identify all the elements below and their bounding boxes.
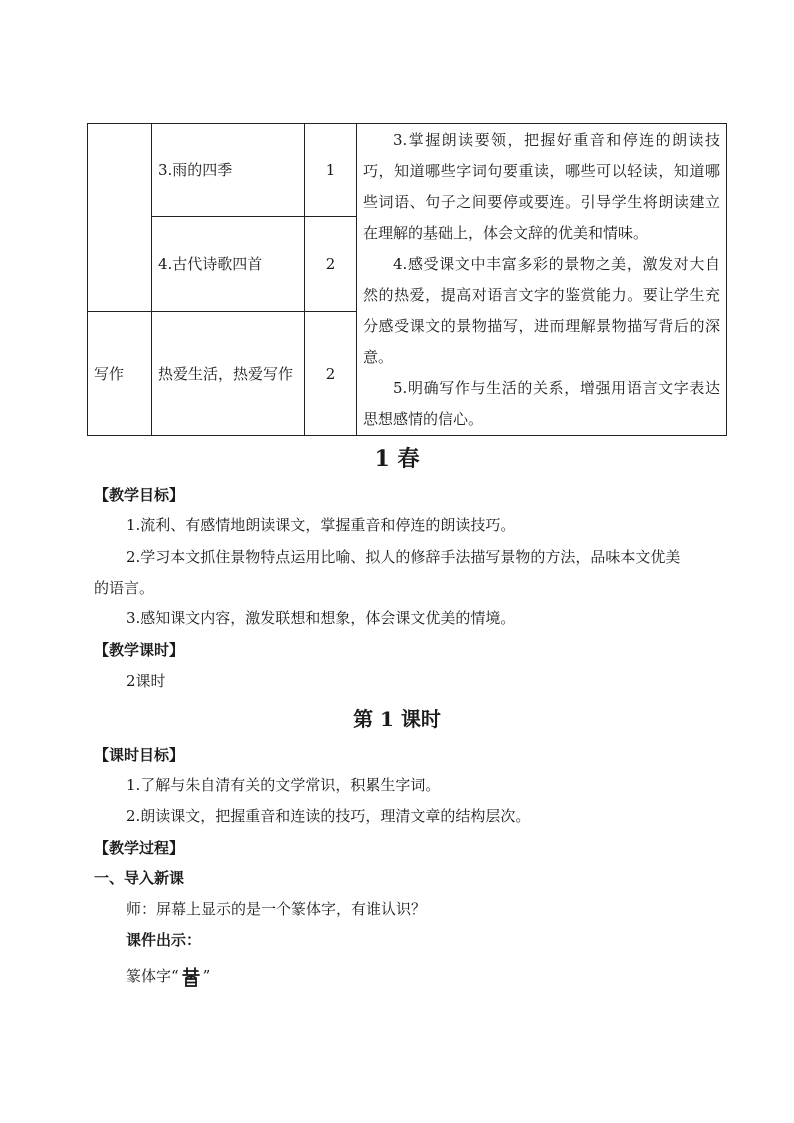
courseware-label: 课件出示： [126,931,202,949]
objective-4: 4.感受课文中丰富多彩的景物之美，激发对大自然的热爱，提高对语言文字的鉴赏能力。要让学生充分感受课文的景物描写，进而理解景物描写背后的深意。 [363,254,720,366]
objective-3: 3.掌握朗读要领，把握好重音和停连的朗读技巧，知道哪些字词句要重读，哪些可以轻读，知道哪些词语、句子之间要停或要连。引导学生将朗读建立在理解的基础上，体会文辞的优美和情味。 [363,130,720,242]
category-cell: 写作 [88,312,152,436]
category-cell-empty [88,124,152,312]
lesson-title-cell: 3.雨的四季 [152,124,305,217]
teaching-goal-1: 1.流利、有感情地朗读课文，掌握重音和停连的朗读技巧。 [126,516,516,534]
seal-script-chun-icon [180,967,202,987]
section-intro-heading: 一、导入新课 [94,869,185,887]
process-heading: 【教学过程】 [94,839,185,857]
teaching-goal-3: 3.感知课文内容，激发联想和想象，体会课文优美的情境。 [126,609,516,627]
seal-script-line [126,966,210,987]
seal-prefix: 篆体字“ [126,967,179,985]
period-goal-2: 2.朗读课文，把握重音和连读的技巧，理清文章的结构层次。 [126,807,531,825]
table-row [88,124,727,217]
curriculum-table [87,123,727,436]
hours-cell: 1 [305,124,357,217]
lesson-title: 1 春 [374,446,420,472]
lesson-title-cell: 4.古代诗歌四首 [152,217,305,312]
teaching-hours: 2课时 [126,672,166,690]
teaching-goal-2-cont: 的语言。 [94,579,155,597]
teaching-goals-heading: 【教学目标】 [94,486,185,504]
teaching-hours-heading: 【教学课时】 [94,641,185,659]
period-title: 第 1 课时 [353,707,441,731]
seal-suffix: ” [202,967,211,985]
lesson-title-cell: 热爱生活，热爱写作 [152,312,305,436]
period-goal-1: 1.了解与朱自清有关的文学常识，积累生字词。 [126,776,441,794]
teaching-goal-2: 2.学习本文抓住景物特点运用比喻、拟人的修辞手法描写景物的方法，品味本文优美 [126,548,681,566]
hours-cell: 2 [305,217,357,312]
objective-5: 5.明确写作与生活的关系，增强用语言文字表达思想感情的信心。 [363,378,720,428]
hours-cell: 2 [305,312,357,436]
objectives-cell [357,124,727,436]
period-goals-heading: 【课时目标】 [94,746,185,764]
teacher-line: 师：屏幕上显示的是一个篆体字，有谁认识？ [126,900,427,918]
